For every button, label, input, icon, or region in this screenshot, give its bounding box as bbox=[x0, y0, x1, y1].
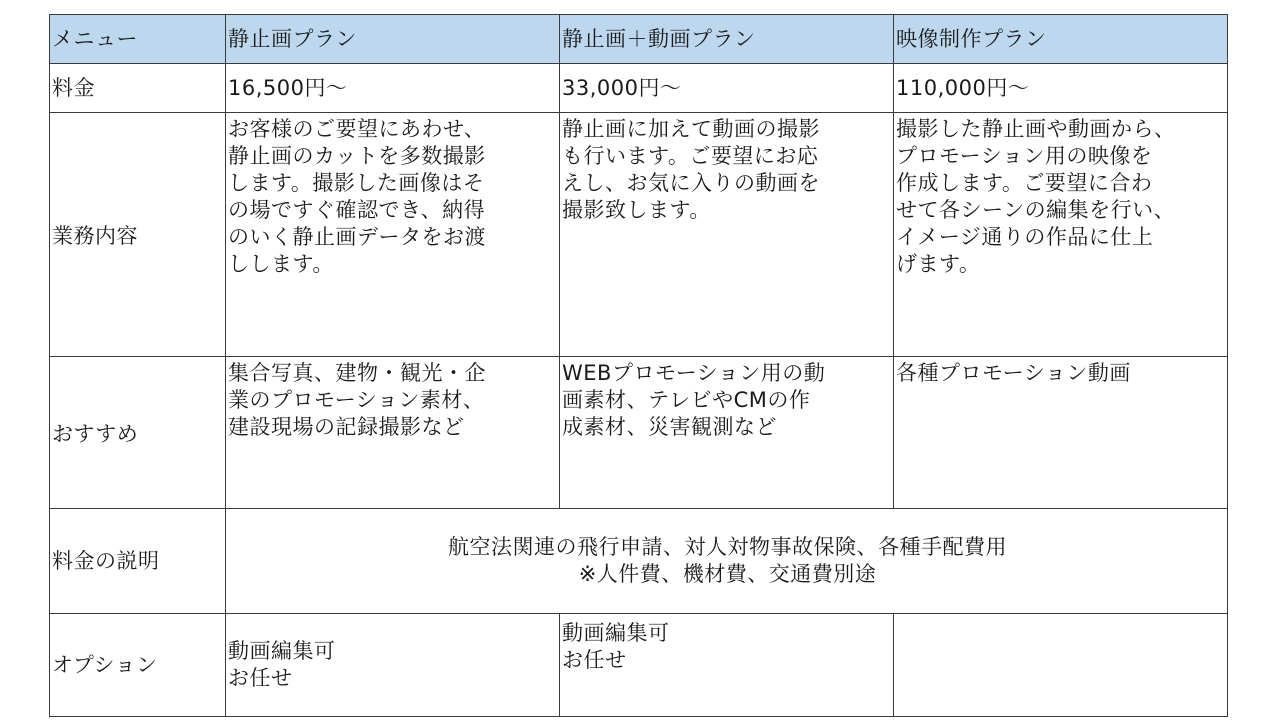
details-line: 作成します。ご要望に合わ bbox=[896, 171, 1153, 195]
option-still bbox=[226, 614, 560, 717]
details-line: 撮影した静止画や動画から、 bbox=[896, 117, 1176, 141]
price-video-production: 110,000円～ bbox=[894, 64, 1228, 113]
details-label: 業務内容 bbox=[50, 113, 226, 357]
header-row bbox=[50, 15, 1228, 64]
option-still-video bbox=[560, 614, 894, 717]
recommend-still-video bbox=[560, 357, 894, 509]
option-line: お任せ bbox=[228, 666, 293, 690]
price-row bbox=[50, 64, 1228, 113]
recommend-label: おすすめ bbox=[50, 357, 226, 509]
pricing-note-row bbox=[50, 509, 1228, 614]
recommend-line: 業のプロモーション素材、 bbox=[228, 388, 485, 412]
pricing-note-label: 料金の説明 bbox=[50, 509, 226, 614]
recommend-still bbox=[226, 357, 560, 509]
pricing-note bbox=[226, 509, 1228, 614]
details-line: しします。 bbox=[228, 252, 334, 276]
recommend-line: 画素材、テレビやCMの作 bbox=[562, 388, 811, 412]
details-line: プロモーション用の映像を bbox=[896, 144, 1153, 168]
option-line: 動画編集可 bbox=[228, 639, 336, 663]
price-still-video: 33,000円～ bbox=[560, 64, 894, 113]
details-line: 静止画に加えて動画の撮影 bbox=[562, 117, 820, 141]
details-line: げます。 bbox=[896, 252, 981, 276]
price-still: 16,500円～ bbox=[226, 64, 560, 113]
details-line: 撮影致します。 bbox=[562, 198, 711, 222]
details-line: お客様のご要望にあわせ、 bbox=[228, 117, 486, 141]
option-label: オプション bbox=[50, 614, 226, 717]
option-video-production bbox=[894, 614, 1228, 717]
details-line: えし、お気に入りの動画を bbox=[562, 171, 820, 195]
details-video-production bbox=[894, 113, 1228, 357]
details-line: のいく静止画データをお渡 bbox=[228, 225, 486, 249]
details-still-video bbox=[560, 113, 894, 357]
plan-header-video-production: 映像制作プラン bbox=[894, 15, 1228, 64]
recommend-row bbox=[50, 357, 1228, 509]
pricing-note-line: 航空法関連の飛行申請、対人対物事故保険、各種手配費用 bbox=[448, 535, 1007, 559]
details-line: も行います。ご要望にお応 bbox=[562, 144, 819, 168]
plan-comparison-table bbox=[49, 14, 1228, 717]
plan-header-still: 静止画プラン bbox=[226, 15, 560, 64]
recommend-video-production bbox=[894, 357, 1228, 509]
details-line: 静止画のカットを多数撮影 bbox=[228, 144, 486, 168]
recommend-line: 集合写真、建物・観光・企 bbox=[228, 361, 486, 385]
option-row bbox=[50, 614, 1228, 717]
recommend-line: 各種プロモーション動画 bbox=[896, 361, 1131, 385]
details-line: せて各シーンの編集を行い、 bbox=[896, 198, 1176, 222]
recommend-line: 成素材、災害観測など bbox=[562, 415, 777, 439]
recommend-line: 建設現場の記録撮影など bbox=[228, 415, 465, 439]
details-still bbox=[226, 113, 560, 357]
price-label: 料金 bbox=[50, 64, 226, 113]
option-line: 動画編集可 bbox=[562, 621, 670, 645]
details-line: の場ですぐ確認でき、納得 bbox=[228, 198, 486, 222]
menu-header: メニュー bbox=[50, 15, 226, 64]
recommend-line: WEBプロモーション用の動 bbox=[562, 361, 826, 385]
pricing-note-line: ※人件費、機材費、交通費別途 bbox=[578, 562, 877, 586]
details-row bbox=[50, 113, 1228, 357]
details-line: イメージ通りの作品に仕上 bbox=[896, 225, 1154, 249]
option-line: お任せ bbox=[562, 648, 627, 672]
plan-header-still-video: 静止画＋動画プラン bbox=[560, 15, 894, 64]
details-line: します。撮影した画像はそ bbox=[228, 171, 485, 195]
